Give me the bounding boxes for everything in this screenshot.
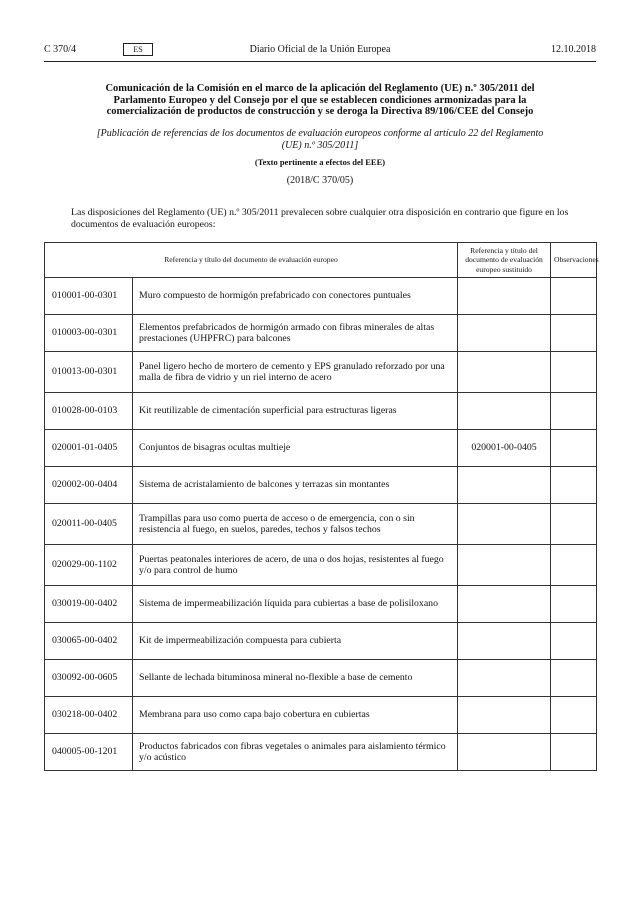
table-row <box>45 278 597 315</box>
assessment-documents-table <box>44 242 597 771</box>
document-reference: (2018/C 370/05) <box>286 175 354 186</box>
replaced-document <box>458 467 551 504</box>
document-code: 020002-00-0404 <box>45 467 133 504</box>
header-divider <box>44 61 596 62</box>
document-code: 010013-00-0301 <box>45 352 133 393</box>
observations-cell <box>551 393 597 430</box>
observations-cell <box>551 623 597 660</box>
table-row <box>45 315 597 352</box>
replaced-document <box>458 352 551 393</box>
issue-number: C 370/4 <box>44 44 76 55</box>
table-row <box>45 697 597 734</box>
replaced-document <box>458 660 551 697</box>
language-badge: ES <box>123 43 153 56</box>
document-title: Productos fabricados con fibras vegetales o animales para aislamiento térmico y/o acústico <box>133 734 458 771</box>
replaced-document <box>458 545 551 586</box>
observations-cell <box>551 697 597 734</box>
table-row <box>45 430 597 467</box>
observations-cell <box>551 660 597 697</box>
document-title: Kit reutilizable de cimentación superficial para estructuras ligeras <box>133 393 458 430</box>
replaced-document <box>458 623 551 660</box>
observations-cell <box>551 734 597 771</box>
intro-paragraph: Las disposiciones del Reglamento (UE) n.º 305/2011 prevalecen sobre cualquier otra disposición en contrario que figure en los documentos de evaluación europeos: <box>71 207 569 230</box>
document-code: 020011-00-0405 <box>45 504 133 545</box>
replaced-document: 020001-00-0405 <box>458 430 551 467</box>
replaced-document <box>458 504 551 545</box>
replaced-document <box>458 734 551 771</box>
header-replaced-document: Referencia y título del documento de evaluación europeo sustituido <box>458 243 551 278</box>
replaced-document <box>458 697 551 734</box>
document-title: Sellante de lechada bituminosa mineral no-flexible a base de cemento <box>133 660 458 697</box>
table-row <box>45 352 597 393</box>
replaced-document <box>458 586 551 623</box>
document-code: 030065-00-0402 <box>45 623 133 660</box>
observations-cell <box>551 586 597 623</box>
header-observations: Observaciones <box>551 243 597 278</box>
journal-name: Diario Oficial de la Unión Europea <box>249 44 391 55</box>
document-code: 020001-01-0405 <box>45 430 133 467</box>
table-row <box>45 586 597 623</box>
table-row <box>45 504 597 545</box>
observations-cell <box>551 352 597 393</box>
document-title: Trampillas para uso como puerta de acceso o de emergencia, con o sin resistencia al fuego, en suelos, paredes, techos y falsos techos <box>133 504 458 545</box>
document-title: Kit de impermeabilización compuesta para cubierta <box>133 623 458 660</box>
observations-cell <box>551 545 597 586</box>
table-row <box>45 660 597 697</box>
observations-cell <box>551 430 597 467</box>
replaced-document <box>458 278 551 315</box>
eee-note: (Texto pertinente a efectos del EEE) <box>254 157 386 167</box>
table-row <box>45 393 597 430</box>
document-title: Sistema de acristalamiento de balcones y terrazas sin montantes <box>133 467 458 504</box>
document-title: Sistema de impermeabilización líquida para cubiertas a base de polisiloxano <box>133 586 458 623</box>
table-row <box>45 467 597 504</box>
publication-date: 12.10.2018 <box>551 44 596 55</box>
document-code: 010001-00-0301 <box>45 278 133 315</box>
table-row <box>45 734 597 771</box>
document-code: 010003-00-0301 <box>45 315 133 352</box>
table-row <box>45 545 597 586</box>
page-header <box>44 44 596 58</box>
communication-subtitle: [Publicación de referencias de los documentos de evaluación europeos conforme al artículo 22 del Reglamento (UE) n.º 305/2011] <box>96 128 544 151</box>
document-title: Panel ligero hecho de mortero de cemento y EPS granulado reforzado por una malla de fibra de vidrio y un riel interno de acero <box>133 352 458 393</box>
document-code: 030092-00-0605 <box>45 660 133 697</box>
document-title: Elementos prefabricados de hormigón armado con fibras minerales de altas prestaciones (UHPFRC) para balcones <box>133 315 458 352</box>
document-code: 030019-00-0402 <box>45 586 133 623</box>
document-title: Conjuntos de bisagras ocultas multieje <box>133 430 458 467</box>
communication-title: Comunicación de la Comisión en el marco de la aplicación del Reglamento (UE) n.º 305/2011 del Parlamento Europeo y del Consejo por el que se establecen condiciones armonizadas para la comercialización de productos de construcción y se deroga la Directiva 89/106/CEE del Consejo <box>105 83 535 117</box>
observations-cell <box>551 504 597 545</box>
document-code: 010028-00-0103 <box>45 393 133 430</box>
document-title: Puertas peatonales interiores de acero, de una o dos hojas, resistentes al fuego y/o para control de humo <box>133 545 458 586</box>
header-reference-title: Referencia y título del documento de evaluación europeo <box>45 243 458 278</box>
table-row <box>45 623 597 660</box>
replaced-document <box>458 393 551 430</box>
observations-cell <box>551 315 597 352</box>
observations-cell <box>551 278 597 315</box>
document-title: Muro compuesto de hormigón prefabricado con conectores puntuales <box>133 278 458 315</box>
document-code: 020029-00-1102 <box>45 545 133 586</box>
replaced-document <box>458 315 551 352</box>
document-title: Membrana para uso como capa bajo cobertura en cubiertas <box>133 697 458 734</box>
observations-cell <box>551 467 597 504</box>
document-code: 040005-00-1201 <box>45 734 133 771</box>
table-header-row <box>45 243 597 278</box>
document-code: 030218-00-0402 <box>45 697 133 734</box>
